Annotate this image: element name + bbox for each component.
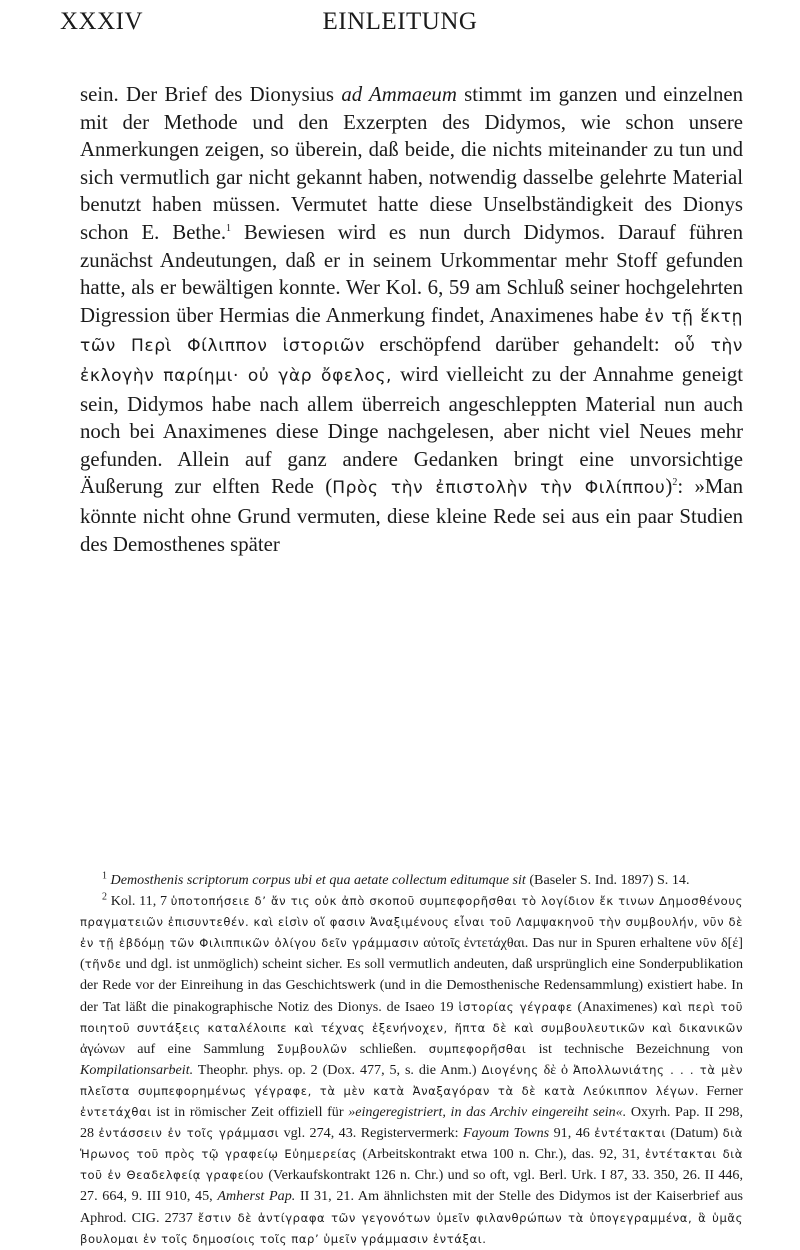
footnote-marker: 1 [226,223,232,235]
italic-text: Amherst Pap. [217,1188,296,1205]
text-run: Ferner [699,1082,743,1099]
greek-text: ἔστιν δὲ ἀντίγραφα τῶν γεγονότων ὑμεῖν φιλανθρώπων τὰ ὑπογεγραμμένα, ἃ ὑμᾶς βουλομαι ἐν τοῖς δημοσίοις τοῖς παρ’ ὑμεῖν γράμμασιν ἐντάξαι. [80,1210,743,1246]
greek-text: ἐντέτακται διὰ τοῦ ἐν Θεαδελφείᾳ γραφείου [80,1147,743,1183]
text-run: Kol. 11, 7 [107,893,171,910]
text-run: sein. Der Brief des Dionysius [80,83,342,106]
text-run: II 31, 21. Am ähnlichsten mit der Stelle des Didymos ist der Kaiserbrief aus Aphrod. CIG. 2737 [80,1188,743,1226]
greek-text: Πρὸς τὴν ἐπιστολὴν τὴν Φιλίππου [332,478,666,499]
footnote-2 [80,891,743,1250]
text-run: (Baseler S. Ind. 1897) S. 14. [525,872,690,888]
footnote-marker: 2 [672,477,678,489]
running-head: EINLEITUNG [322,8,478,35]
italic-text: Fayoum Towns [463,1125,550,1142]
greek-text: Διογένης [481,1062,539,1077]
text-run: αὐτοῖς ἐντετάχθαι. Das nur in Spuren erhaltene [419,935,696,952]
footnote-marker: 2 [102,891,107,903]
italic-text: Demosthenis scriptorum corpus ubi et qua aetate collectum editumque sit [110,872,526,888]
text-run: (Arbeitskontrakt etwa 100 n. Chr.), das. 92, 31, [357,1146,645,1163]
text-run: schließen. [347,1040,429,1057]
italic-text: »eingeregistriert, in das Archiv eingereiht sein«. [348,1104,627,1121]
text-run: (Verkaufskontrakt 126 n. Chr.) und so oft, vgl. Berl. Urk. I 87, 33. 350, 26. II 446, 27. 664, 9. III 910, 45, [80,1167,743,1205]
text-run: ist technische Bezeichnung von [526,1040,743,1057]
footnote-1 [80,870,743,891]
text-run: (Anaximenes) [572,998,663,1015]
greek-text: ἐν τῇ ἕκτῃ τῶν Περὶ Φίλιππον ἱστοριῶν [80,306,743,357]
greek-text: διὰ Ἡρωνος τοῦ πρὸς τῷ γραφείῳ Εὐημερείας [80,1126,743,1162]
italic-text: Kompilationsarbeit. [80,1061,194,1078]
greek-text: ἱστορίας γέγραφε [458,999,573,1014]
greek-text: Συμβουλῶν [276,1041,348,1056]
body-paragraph [80,81,743,558]
greek-text: ἐντάσσειν ἐν τοῖς γράμμασι [98,1126,280,1141]
text-run: stimmt im ganzen und einzelnen mit der Methode und den Exzerpten des Didymos, wie schon unsere Anmerkungen zeigen, so überein, daß beide, die nichts miteinander zu tun und sich vermutlich gar nicht gekannt haben, notwendig dasselbe gelehrte Material benutzt haben müssen. Vermutet hatte diese Unselbständigkeit des Dionys schon E. Bethe. [80,83,743,244]
greek-text: συμπεφορῆσθαι [428,1041,527,1056]
greek-text: οὗ τὴν ἐκλογὴν παρίημι· οὐ γὰρ ὄφελος, [80,336,743,386]
text-run: ist in römischer Zeit offiziell für [151,1104,349,1121]
footnotes [80,870,743,1250]
greek-text: ὑποτοπήσειε δ’ ἄν τις οὐκ ἀπὸ σκοποῦ συμπεφορῆσθαι τὸ λογίδιον ἔκ τινων Δημοσθένους πραγματειῶν ἐπισυντεθέν. καὶ εἰσὶν οἵ φασιν Ἀναξιμένους εἶναι τοῦ Λαμψακηνοῦ τὴν συμβουλήν, νῦν δὲ ἐν τῇ ἑβδόμῃ τῶν Φιλιππικῶν ὀλίγου δεῖν γράμμασιν [80,894,743,951]
text-run: Theophr. phys. op. 2 (Dox. 477, 5, s. die Anm.) [193,1061,482,1078]
text-run: wird vielleicht zu der Annahme geneigt sein, Didymos habe nach allem überreich angeschleppten Material nun auch noch bei Anaximenes diese Dinge nachgelesen, aber nicht viel Neues mehr gefunden. Allein auf ganz andere Gedanken bringt eine unvorsichtige Äußerung zur elften Rede ( [80,362,743,499]
text-run: δ[έ] ( [80,935,743,973]
text-run: vgl. 274, 43. Registervermerk: [279,1125,464,1142]
greek-text: τῆνδε [84,957,122,972]
text-run: Oxyrh. Pap. II 298, 28 [80,1104,743,1142]
page-header [60,8,740,48]
text-run: 91, 46 [549,1125,595,1142]
main-text [80,81,743,558]
text-run: ) [665,475,673,499]
text-run: ἀγώνων auf eine Sammlung [80,1040,277,1057]
greek-text: καὶ περὶ τοῦ ποιητοῦ συντάξεις καταλέλοιπε καὶ τέχνας ἐξενήνοχεν, ἥπτα δὲ καὶ συμβουλευτικῶν καὶ δικανικῶν [80,999,743,1035]
greek-text: Ἀπολλωνιάτης . . . τὰ μὲν πλεῖστα συμπεφορημένως γέγραφε, τὰ μὲν κατὰ Ἀναξαγόραν τὰ δὲ κατὰ Λεύκιππον λέγων. [80,1062,743,1098]
text-run: : »Man könnte nicht ohne Grund vermuten, diese kleine Rede sei aus ein paar Studien des Demosthenes später [80,475,744,556]
italic-text: ad Ammaeum [341,83,457,106]
greek-text: ἐντέτακται [594,1126,666,1141]
text-run: Bewiesen wird es nun durch Didymos. Darauf führen zunächst Andeutungen, daß er in seinem Urkommentar mehr Stoff gefunden hatte, als er bewältigen konnte. Wer Kol. 6, 59 am Schluß seiner hochgelehrten Digression über Hermias die Anmerkung findet, Anaximenes habe [80,220,744,327]
text-run: δὲ ὁ [538,1061,573,1078]
text-run: erschöpfend darüber gehandelt: [365,333,674,357]
greek-text: νῦν [695,936,718,951]
page-number: XXXIV [60,8,144,35]
text-run: (Datum) [665,1125,723,1142]
footnote-marker: 1 [102,870,107,882]
greek-text: ἐντετάχθαι [80,1105,152,1120]
text-run: und dgl. ist unmöglich) scheint sicher. Es soll vermutlich andeuten, daß ursprünglich eine Sonderpublikation der Rede vor der Einreihung in das Geschichtswerk (und in die Demosthenische Redensammlung) existiert habe. In der Tat läßt die pinakographische Notiz des Dionys. de Isaeo 19 [80,956,743,1015]
